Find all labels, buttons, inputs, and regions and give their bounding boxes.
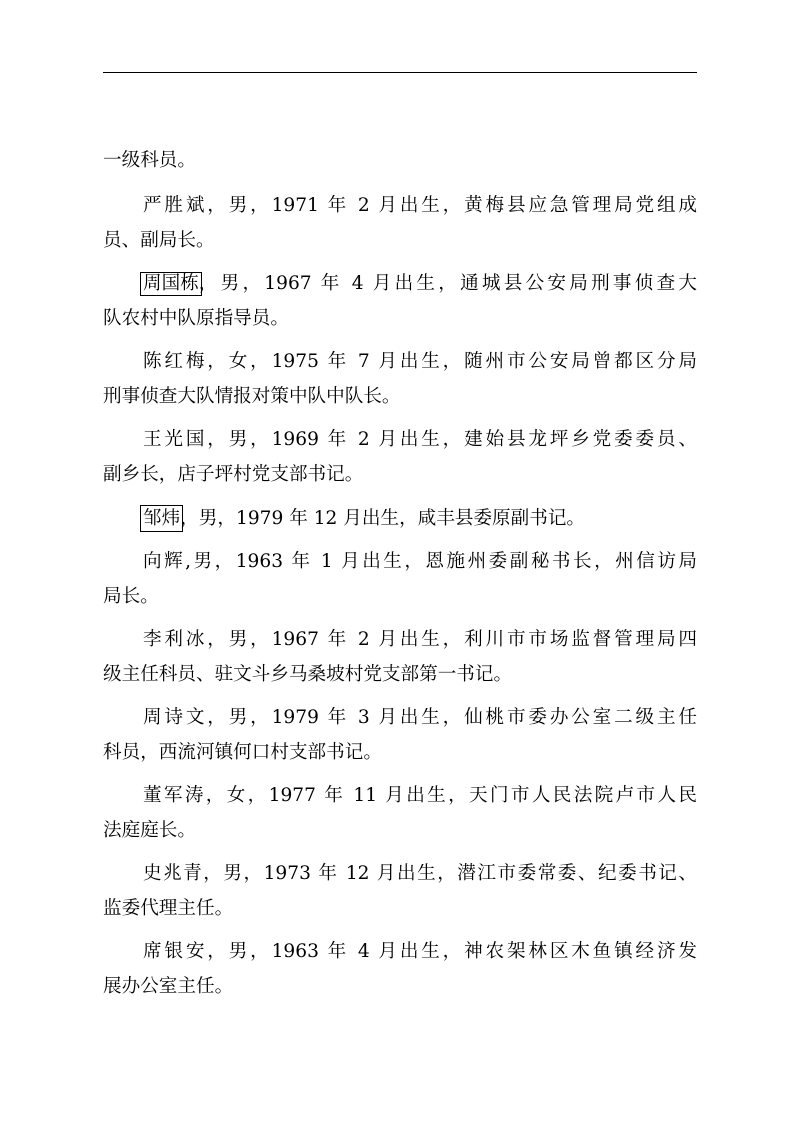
text-line: 级主任科员、驻文斗乡马桑坡村党支部第一书记。 bbox=[103, 664, 513, 685]
paragraph bbox=[103, 353, 697, 406]
text-line: 董军涛，女，1977 年 11 月出生，天门市人民法院卢市人民 bbox=[143, 785, 697, 806]
text-line: 展办公室主任。 bbox=[103, 976, 234, 997]
text-line: 史兆青，男，1973 年 12 月出生，潜江市委常委、纪委书记、 bbox=[143, 863, 697, 884]
text-line: 向辉,男，1963 年 1 月出生，恩施州委副秘书长，州信访局 bbox=[143, 551, 697, 572]
paragraph bbox=[103, 943, 697, 996]
paragraph bbox=[103, 275, 697, 328]
person-name-boxed: 周国栋 bbox=[143, 273, 199, 294]
paragraph bbox=[103, 865, 697, 918]
paragraph bbox=[103, 787, 697, 840]
paragraph bbox=[103, 553, 697, 606]
paragraph bbox=[103, 631, 697, 684]
text-line: 周诗文，男，1979 年 3 月出生，仙桃市委办公室二级主任 bbox=[143, 707, 697, 728]
text-line: 法庭庭长。 bbox=[103, 820, 196, 841]
paragraph bbox=[103, 431, 697, 484]
paragraph bbox=[103, 709, 697, 762]
text-line: 李利冰，男，1967 年 2 月出生，利川市市场监督管理局四 bbox=[143, 629, 697, 650]
text-line: 席银安，男，1963 年 4 月出生，神农架林区木鱼镇经济发 bbox=[143, 941, 697, 962]
person-name-boxed: 邹炜 bbox=[143, 508, 181, 529]
header-rule bbox=[103, 72, 697, 73]
paragraph bbox=[103, 152, 196, 170]
text-line: ，男，1979 年 12 月出生，咸丰县委原副书记。 bbox=[180, 508, 586, 529]
text-line: 科员，西流河镇何口村支部书记。 bbox=[103, 742, 382, 763]
text-line: 副乡长，店子坪村党支部书记。 bbox=[103, 464, 364, 485]
text-line: 监委代理主任。 bbox=[103, 898, 234, 919]
text-line: 王光国，男，1969 年 2 月出生，建始县龙坪乡党委委员、 bbox=[143, 429, 697, 450]
text-line: 刑事侦查大队情报对策中队中队长。 bbox=[103, 386, 401, 407]
paragraph bbox=[103, 197, 697, 250]
text-line: 陈红梅，女，1975 年 7 月出生，随州市公安局曾都区分局 bbox=[143, 351, 697, 372]
text-line: 员、副局长。 bbox=[103, 230, 215, 251]
text-line: 局长。 bbox=[103, 586, 159, 607]
paragraph bbox=[103, 510, 697, 528]
text-line: 一级科员。 bbox=[103, 150, 196, 171]
text-line: 队农村中队原指导员。 bbox=[103, 308, 289, 329]
text-line: ，男，1967 年 4 月出生，通城县公安局刑事侦查大 bbox=[198, 273, 697, 294]
text-line: 严胜斌，男，1971 年 2 月出生，黄梅县应急管理局党组成 bbox=[143, 195, 697, 216]
